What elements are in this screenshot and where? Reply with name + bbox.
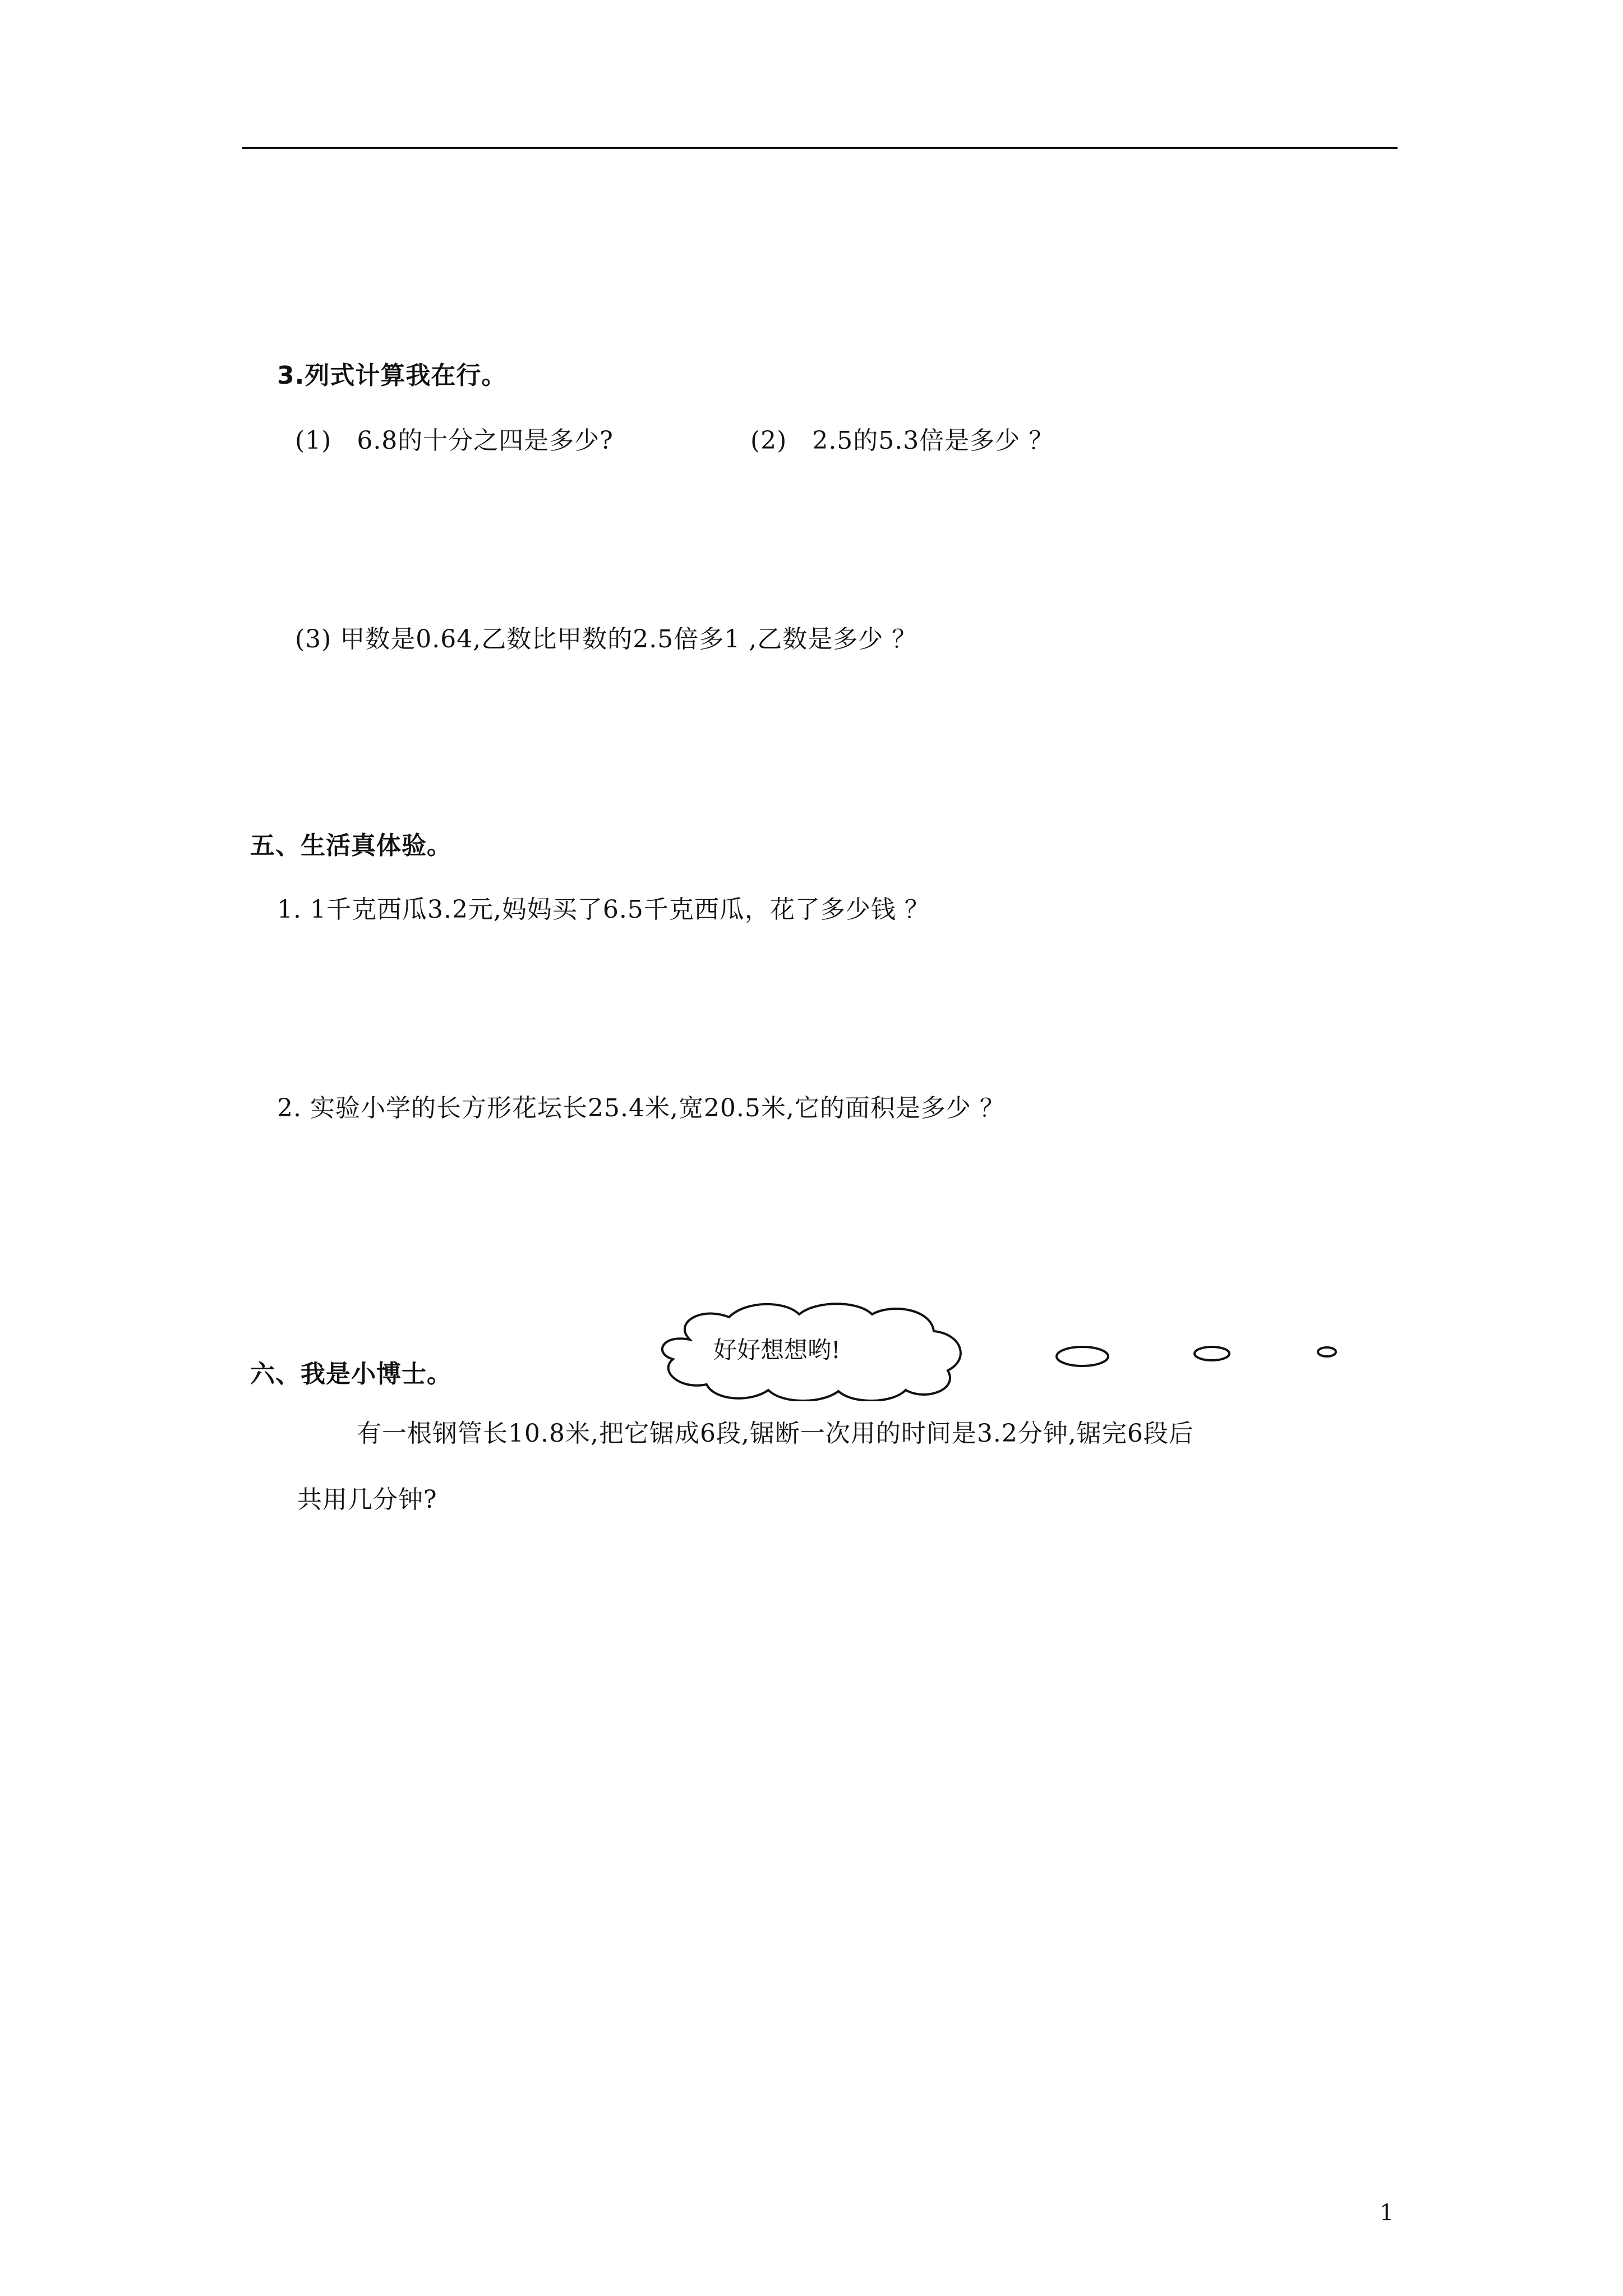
question-5-1: 1. 1千克西瓜3.2元,妈妈买了6.5千克西瓜，花了多少钱 ？: [277, 895, 930, 924]
page-number: 1: [1380, 2200, 1394, 2226]
question-3-2: (2) 2.5的5.3倍是多少 ？: [750, 426, 1054, 455]
section-6-problem-line-1: 有一根钢管长10.8米,把它锯成6段,锯断一次用的时间是3.2分钟,锯完6段后: [357, 1419, 1194, 1448]
section-6-problem-line-2: 共用几分钟?: [297, 1485, 437, 1514]
thought-bubble-medium-icon: [1192, 1344, 1232, 1363]
section-3-heading: 3.列式计算我在行。: [277, 361, 507, 390]
thought-bubble-text: 好好想想哟!: [713, 1336, 841, 1364]
question-3-1: (1) 6.8的十分之四是多少?: [295, 426, 614, 455]
question-5-2: 2. 实验小学的长方形花坛长25.4米,宽20.5米,它的面积是多少 ？: [277, 1094, 1005, 1122]
thought-bubble-large-icon: [1054, 1344, 1110, 1369]
question-3-3: (3) 甲数是0.64,乙数比甲数的2.5倍多1 ,乙数是多少 ？: [295, 625, 917, 654]
section-5-heading: 五、生活真体验。: [250, 831, 452, 860]
header-rule: [242, 147, 1398, 149]
thought-bubble-small-icon: [1316, 1345, 1338, 1359]
section-6-heading: 六、我是小博士。: [250, 1360, 452, 1388]
